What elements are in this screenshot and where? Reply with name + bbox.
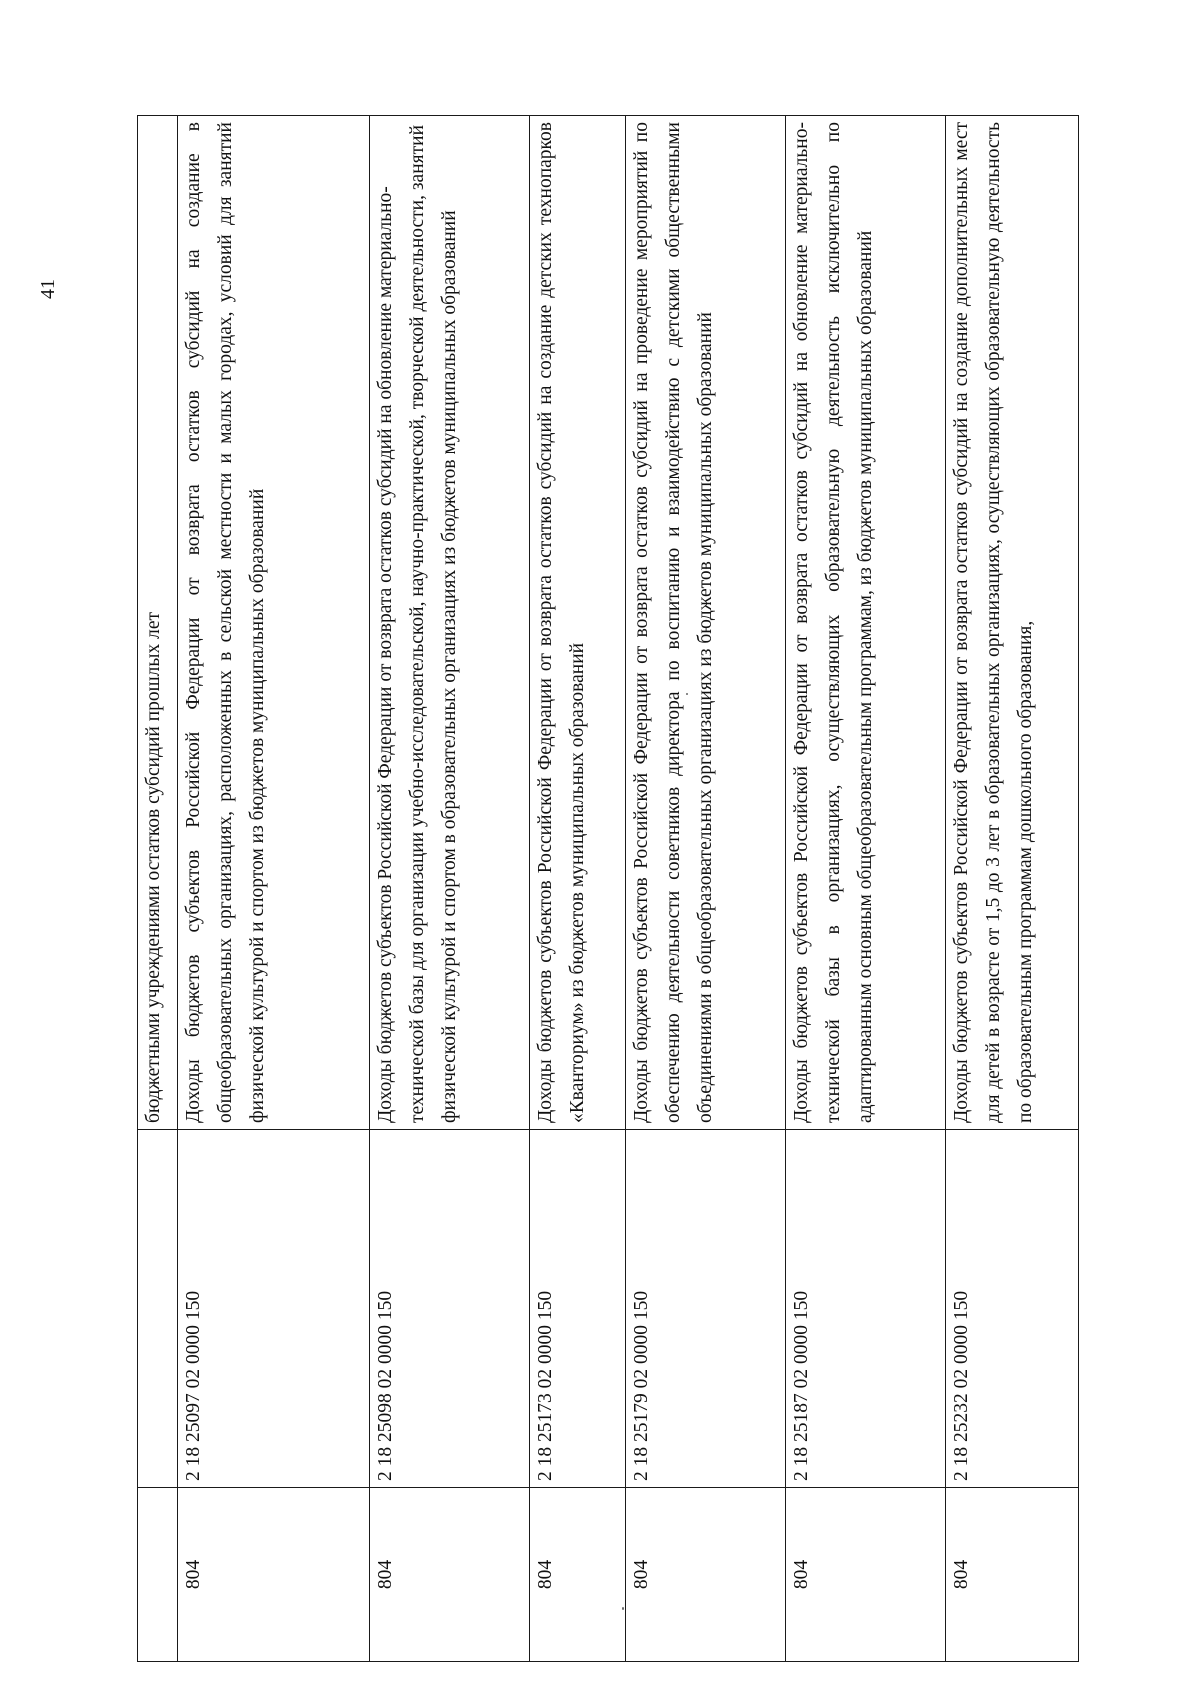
- revenue-name-cell: Доходы бюджетов субъектов Российской Федерации от возврата остатков субсидий на создание детских технопарков «Кванториум» из бюджетов муниципальных образований: [530, 116, 626, 1130]
- admin-code-cell: 804: [626, 1488, 786, 1662]
- kbk-code-cell: 2 18 25097 02 0000 150: [178, 1130, 370, 1488]
- continuation-text: бюджетными учреждениями остатков субсидий прошлых лет: [138, 116, 178, 1130]
- revenue-name-cell: Доходы бюджетов субъектов Российской Федерации от возврата остатков субсидий на проведение мероприятий по обеспечению деятельности советников директора по воспитанию и взаимодействию с детскими общественными объединениями в общеобразовательных организациях из бюджетов муниципальных образований: [626, 116, 786, 1130]
- admin-code-cell: 804: [178, 1488, 370, 1662]
- page-number: 41: [37, 279, 59, 299]
- table-row: [530, 116, 626, 1662]
- admin-code-cell: 804: [370, 1488, 530, 1662]
- kbk-code-cell: 2 18 25232 02 0000 150: [946, 1130, 1079, 1488]
- revenue-name-cell: Доходы бюджетов субъектов Российской Федерации от возврата остатков субсидий на обновление материально-технической базы для организации учебно-исследовательской, научно-практической, творческой деятельности, занятий физической культурой и спортом в образовательных организациях из бюджетов муниципальных образований: [370, 116, 530, 1130]
- rotated-table-container: [137, 116, 1078, 1662]
- empty-cell: [138, 1488, 178, 1662]
- empty-cell: [138, 1130, 178, 1488]
- revenue-codes-table: [137, 115, 1079, 1662]
- admin-code-cell: 804: [530, 1488, 626, 1662]
- continuation-row: [138, 116, 178, 1662]
- admin-code-cell: 804: [786, 1488, 946, 1662]
- table-row: [178, 116, 370, 1662]
- revenue-name-cell: Доходы бюджетов субъектов Российской Федерации от возврата остатков субсидий на создание в общеобразовательных организациях, расположенных в сельской местности и малых городах, условий для занятий физической культурой и спортом из бюджетов муниципальных образований: [178, 116, 370, 1130]
- revenue-name-cell: Доходы бюджетов субъектов Российской Федерации от возврата остатков субсидий на создание дополнительных мест для детей в возрасте от 1,5 до 3 лет в образовательных организациях, осуществляющих образовательную деятельность по образовательным программам дошкольного образования,: [946, 116, 1079, 1130]
- admin-code-cell: 804: [946, 1488, 1079, 1662]
- kbk-code-cell: 2 18 25098 02 0000 150: [370, 1130, 530, 1488]
- kbk-code-cell: 2 18 25179 02 0000 150: [626, 1130, 786, 1488]
- revenue-name-cell: Доходы бюджетов субъектов Российской Федерации от возврата остатков субсидий на обновление материально-технической базы в организациях, осуществляющих образовательную деятельность исключительно по адаптированным основным общеобразовательным программам, из бюджетов муниципальных образований: [786, 116, 946, 1130]
- table-row: [786, 116, 946, 1662]
- kbk-code-cell: 2 18 25173 02 0000 150: [530, 1130, 626, 1488]
- table-row: [370, 116, 530, 1662]
- kbk-code-cell: 2 18 25187 02 0000 150: [786, 1130, 946, 1488]
- table-row: [626, 116, 786, 1662]
- table-row: [946, 116, 1079, 1662]
